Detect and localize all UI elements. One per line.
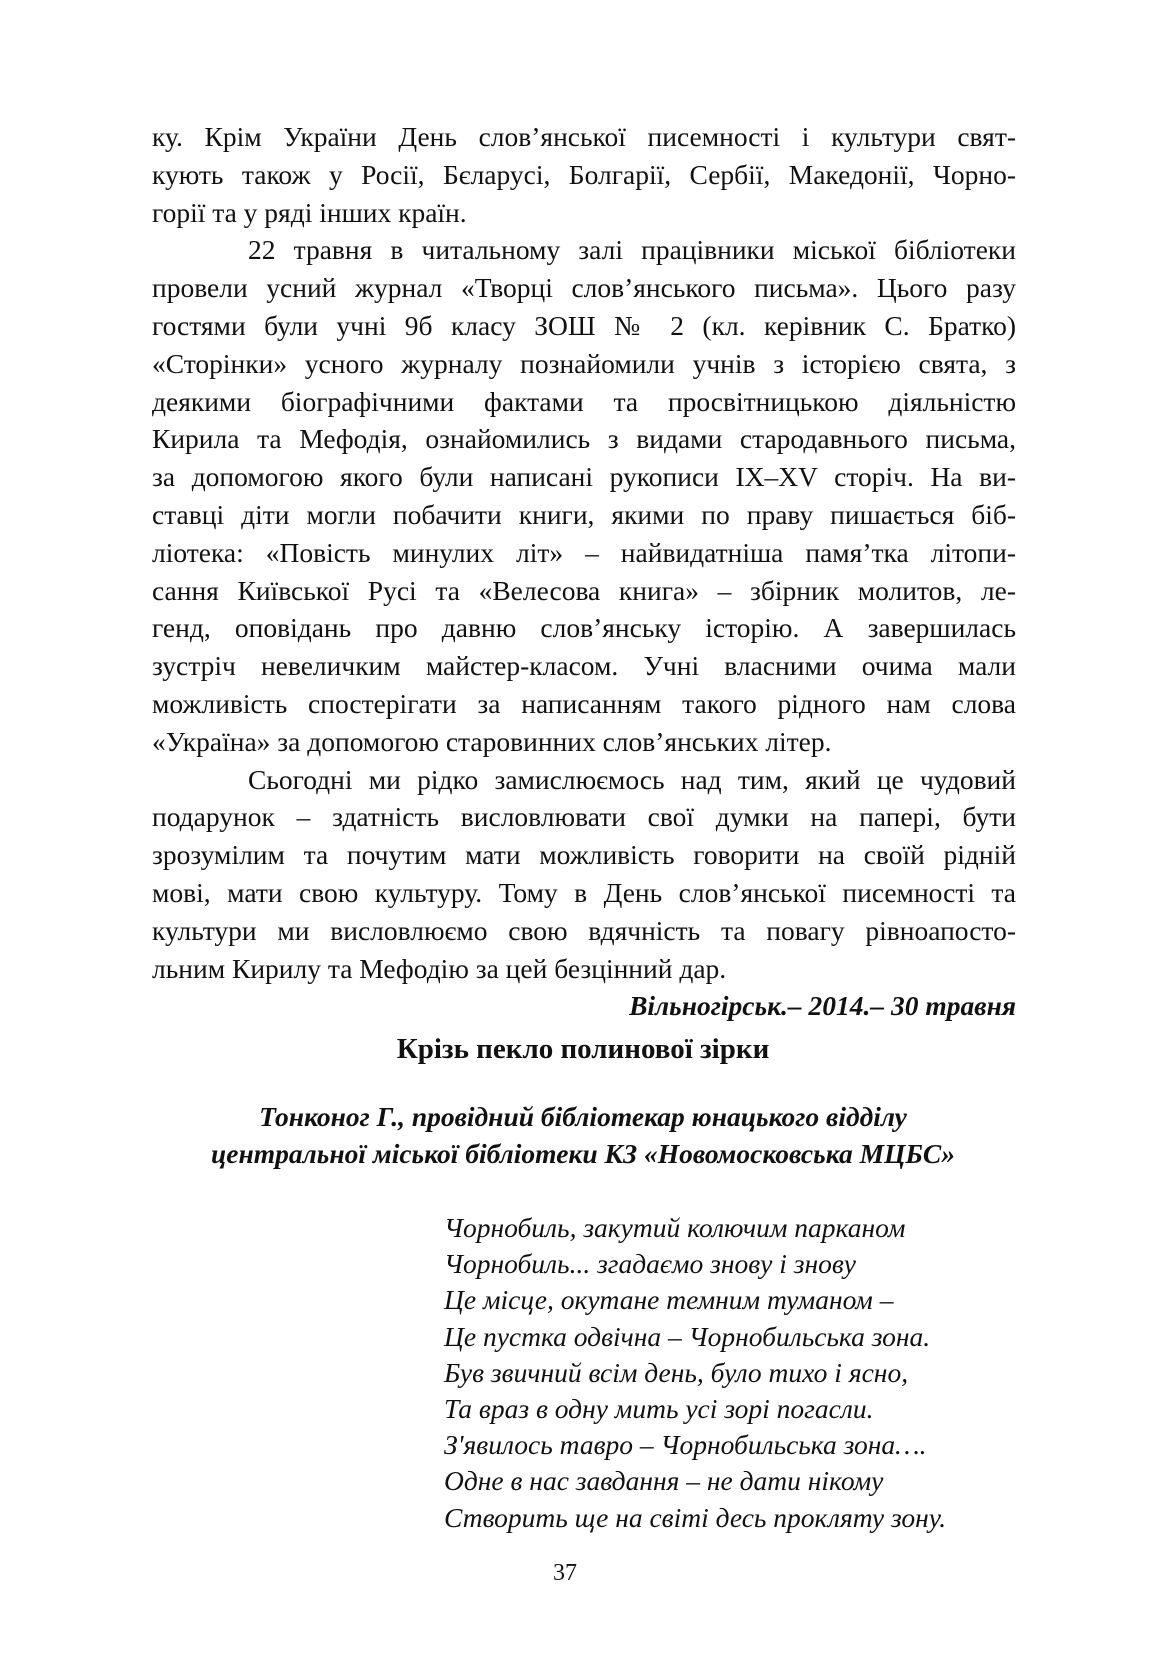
paragraph-3-line: культури ми висловлюємо свою вдячність та повагу рівноапосто- <box>152 914 1016 946</box>
poem-line: Був звичний всім день, було тихо і ясно, <box>444 1356 909 1388</box>
paragraph-2-line: «Сторінки» усного журналу познайомили учнів з історією свята, з <box>152 347 1016 379</box>
paragraph-2-line: 22 травня в читальному залі працівники міської бібліотеки <box>248 234 1016 266</box>
poem-line: Одне в нас завдання – не дати нікому <box>444 1465 884 1497</box>
paragraph-3 <box>152 761 1016 988</box>
paragraph-2 <box>152 231 1016 760</box>
paragraph-1-line: ку. Крім України День слов’янської писемності і культури свят- <box>152 121 1016 152</box>
poem-line: Це місце, окутане темним туманом – <box>444 1284 894 1316</box>
paragraph-3-line: Сьогодні ми рідко замислюємось над тим, який це чудовий <box>248 763 1016 795</box>
paragraph-1-line: кують також у Росії, Бєларусі, Болгарії, Сербії, Македонії, Чорно- <box>152 158 1016 190</box>
paragraph-3-line: зрозумілим та почутим мати можливість говорити на своїй рідній <box>152 839 1016 871</box>
paragraph-2-line: ставці діти могли побачити книги, якими по праву пишається біб- <box>152 498 1016 530</box>
document-body <box>152 118 1016 1025</box>
paragraph-2-line: Кирила та Мефодія, ознайомились з видами стародавнього письма, <box>152 423 1016 455</box>
author-line: Тонконог Г., провідний бібліотекар юнацького відділу <box>259 1101 907 1132</box>
paragraph-2-line: ліотека: «Повість минулих літ» – найвидатніша памя’тка літопи- <box>152 536 1016 568</box>
paragraph-2-line: гостями були учні 9б класу ЗОШ № 2 (кл. керівник С. Братко) <box>152 309 1016 341</box>
paragraph-2-line: зустріч невеличким майстер-класом. Учні власними очима мали <box>152 650 1016 682</box>
paragraph-2-line: генд, оповідань про давню слов’янську історію. А завершилась <box>152 612 1016 644</box>
article-author <box>0 1098 1166 1172</box>
page-number: 37 <box>553 1560 577 1586</box>
paragraph-2-line: можливість спостерігати за написанням такого рідного нам слова <box>152 687 1016 719</box>
author-line: центральної міської бібліотеки КЗ «Новомосковська МЦБС» <box>211 1138 955 1169</box>
poem-line: Чорнобиль, закутий колючим парканом <box>444 1212 906 1243</box>
paragraph-1-line: горії та у ряді інших країн. <box>152 196 467 228</box>
poem-line: Це пустка одвічна – Чорнобильська зона. <box>444 1320 931 1352</box>
paragraph-3-line: льним Кирилу та Мефодію за цей безцінний дар. <box>152 952 727 984</box>
paragraph-2-line: «Україна» за допомогою старовинних слов’янських літер. <box>152 725 832 757</box>
signature: Вільногірськ.– 2014.– 30 травня <box>629 990 1016 1022</box>
poem-line: Та враз в одну мить усі зорі погасли. <box>444 1393 874 1425</box>
article-title: Крізь пекло полинової зірки <box>396 1033 770 1065</box>
paragraph-3-line: подарунок – здатність висловлювати свої думки на папері, бути <box>152 801 1016 833</box>
poem-line: Створить ще на світі десь прокляту зону. <box>444 1501 947 1533</box>
paragraph-2-line: за допомогою якого були написані рукописи IX–XV сторіч. На ви- <box>152 461 1016 493</box>
poem-line: З'явилось тавро – Чорнобильська зона…. <box>444 1429 927 1461</box>
paragraph-1 <box>152 118 1016 231</box>
paragraph-3-line: мові, мати свою культуру. Тому в День слов’янської писемності та <box>152 876 1016 908</box>
paragraph-2-line: сання Київської Русі та «Велесова книга» – збірник молитов, ле- <box>152 574 1016 606</box>
paragraph-2-line: провели усний журнал «Творці слов’янського письма». Цього разу <box>152 272 1016 304</box>
poem <box>444 1210 946 1536</box>
poem-line: Чорнобиль... згадаємо знову і знову <box>444 1248 857 1280</box>
paragraph-2-line: деякими біографічними фактами та просвітницькою діяльністю <box>152 385 1016 417</box>
